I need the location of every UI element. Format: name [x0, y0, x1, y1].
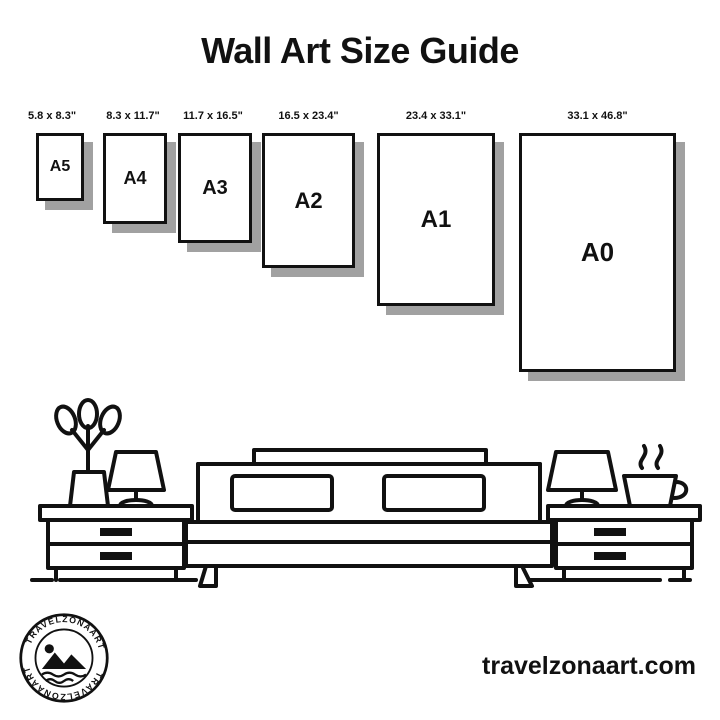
bedroom-scene [0, 380, 720, 610]
frame-a1[interactable] [377, 133, 495, 306]
frame-label: A1 [420, 205, 452, 233]
frame-label: A4 [123, 168, 147, 188]
svg-text:TRAVELZONAART [21, 665, 105, 702]
frame-a5[interactable] [36, 133, 84, 201]
logo-ring-text-top: TRAVELZONAART [23, 614, 107, 652]
frame-dimension-label: 5.8 x 8.3" [28, 110, 77, 122]
coffee-cup [624, 446, 686, 506]
frame-dimension-label: 16.5 x 23.4" [278, 110, 339, 122]
frame-label: A2 [294, 187, 323, 213]
logo-ring-text-bottom: TRAVELZONAART [21, 664, 105, 702]
right-table-lamp [548, 452, 616, 506]
left-table-lamp [108, 452, 164, 506]
bed [186, 450, 552, 586]
frame-label: A0 [580, 237, 615, 267]
website-url[interactable]: travelzonaart.com [482, 652, 696, 680]
right-nightstand [548, 506, 700, 580]
svg-text:TRAVELZONAART [23, 614, 107, 651]
frame-a2[interactable] [262, 133, 355, 268]
frame-dimension-label: 11.7 x 16.5" [183, 110, 243, 122]
left-nightstand [40, 506, 192, 580]
frame-label: A3 [202, 176, 228, 199]
page-title: Wall Art Size Guide [201, 30, 519, 71]
frame-dimension-label: 23.4 x 33.1" [405, 110, 467, 122]
brand-logo [18, 612, 110, 704]
frame-dimension-label: 33.1 x 46.8" [567, 110, 628, 122]
frame-a3[interactable] [178, 133, 252, 243]
frame-a4[interactable] [103, 133, 167, 224]
frame-dimension-label: 8.3 x 11.7" [106, 110, 160, 122]
frame-label: A5 [49, 158, 71, 175]
frame-a0[interactable] [519, 133, 676, 372]
